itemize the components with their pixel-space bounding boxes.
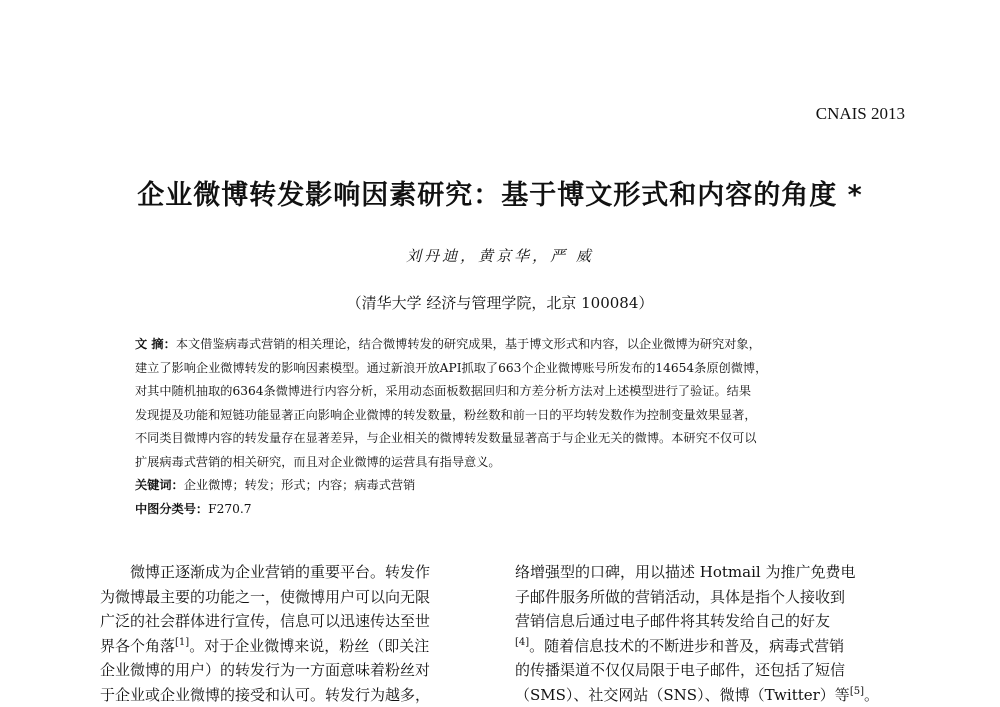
body-line: 微博正逐渐成为企业营销的重要平台。转发作 [100,560,490,585]
body-text: 。对于企业微博来说，粉丝（即关注 [189,637,429,655]
keywords-text: 企业微博；转发；形式；内容；病毒式营销 [184,478,416,492]
body-line: 子邮件服务所做的营销活动，具体是指个人接收到 [515,585,910,610]
clc-line [135,498,875,522]
abstract-label: 文 摘： [135,337,176,351]
abstract-line [135,333,875,357]
body-text: 。随着信息技术的不断进步和普及，病毒式营销 [529,637,844,655]
body-line: 于企业或企业微博的接受和认可。转发行为越多， [100,683,490,707]
body-column-right [515,560,910,707]
keywords-label: 关键词： [135,478,184,492]
abstract-line: 扩展病毒式营销的相关研究，而且对企业微博的运营具有指导意义。 [135,451,875,475]
body-line: 的传播渠道不仅仅局限于电子邮件，还包括了短信 [515,658,910,683]
abstract-line: 建立了影响企业微博转发的影响因素模型。通过新浪开放API抓取了663个企业微博账号所发布的14654条原创微博， [135,357,875,381]
body-line: 企业微博的用户）的转发行为一方面意味着粉丝对 [100,658,490,683]
paper-title: 企业微博转发影响因素研究：基于博文形式和内容的角度 * [0,173,1000,212]
body-line: 络增强型的口碑，用以描述 Hotmail 为推广免费电 [515,560,910,585]
citation-ref: [1] [175,637,189,648]
body-line [515,683,910,707]
body-text: （SMS）、社交网站（SNS）、微博（Twitter）等 [515,686,850,704]
abstract-line: 发现提及功能和短链功能显著正向影响企业微博的转发数量，粉丝数和前一日的平均转发数作为控制变量效果显著， [135,404,875,428]
body-line: 为微博最主要的功能之一，使微博用户可以向无限 [100,585,490,610]
body-text: 。 [864,686,879,704]
abstract-line: 对其中随机抽取的6364条微博进行内容分析，采用动态面板数据回归和方差分析方法对上述模型进行了验证。结果 [135,380,875,404]
citation-ref: [5] [850,686,864,697]
body-line: 广泛的社会群体进行宣传，信息可以迅速传达至世 [100,609,490,634]
body-line: 营销信息后通过电子邮件将其转发给自己的好友 [515,609,910,634]
clc-text: F270.7 [208,502,251,516]
abstract-line: 不同类目微博内容的转发量存在显著差异，与企业相关的微博转发数量显著高于与企业无关的微博。本研究不仅可以 [135,427,875,451]
citation-ref: [4] [515,637,529,648]
abstract-block [135,333,875,521]
body-line [100,634,490,659]
body-text: 界各个角落 [100,637,175,655]
conference-label: CNAIS 2013 [816,104,905,124]
body-line [515,634,910,659]
clc-label: 中图分类号： [135,502,208,516]
authors: 刘丹迪，黄京华，严 威 [0,245,1000,266]
abstract-text: 本文借鉴病毒式营销的相关理论，结合微博转发的研究成果，基于博文形式和内容，以企业微博为研究对象， [176,337,761,351]
keywords-line [135,474,875,498]
affiliation: （清华大学 经济与管理学院，北京 100084） [0,292,1000,313]
body-column-left [100,560,490,707]
